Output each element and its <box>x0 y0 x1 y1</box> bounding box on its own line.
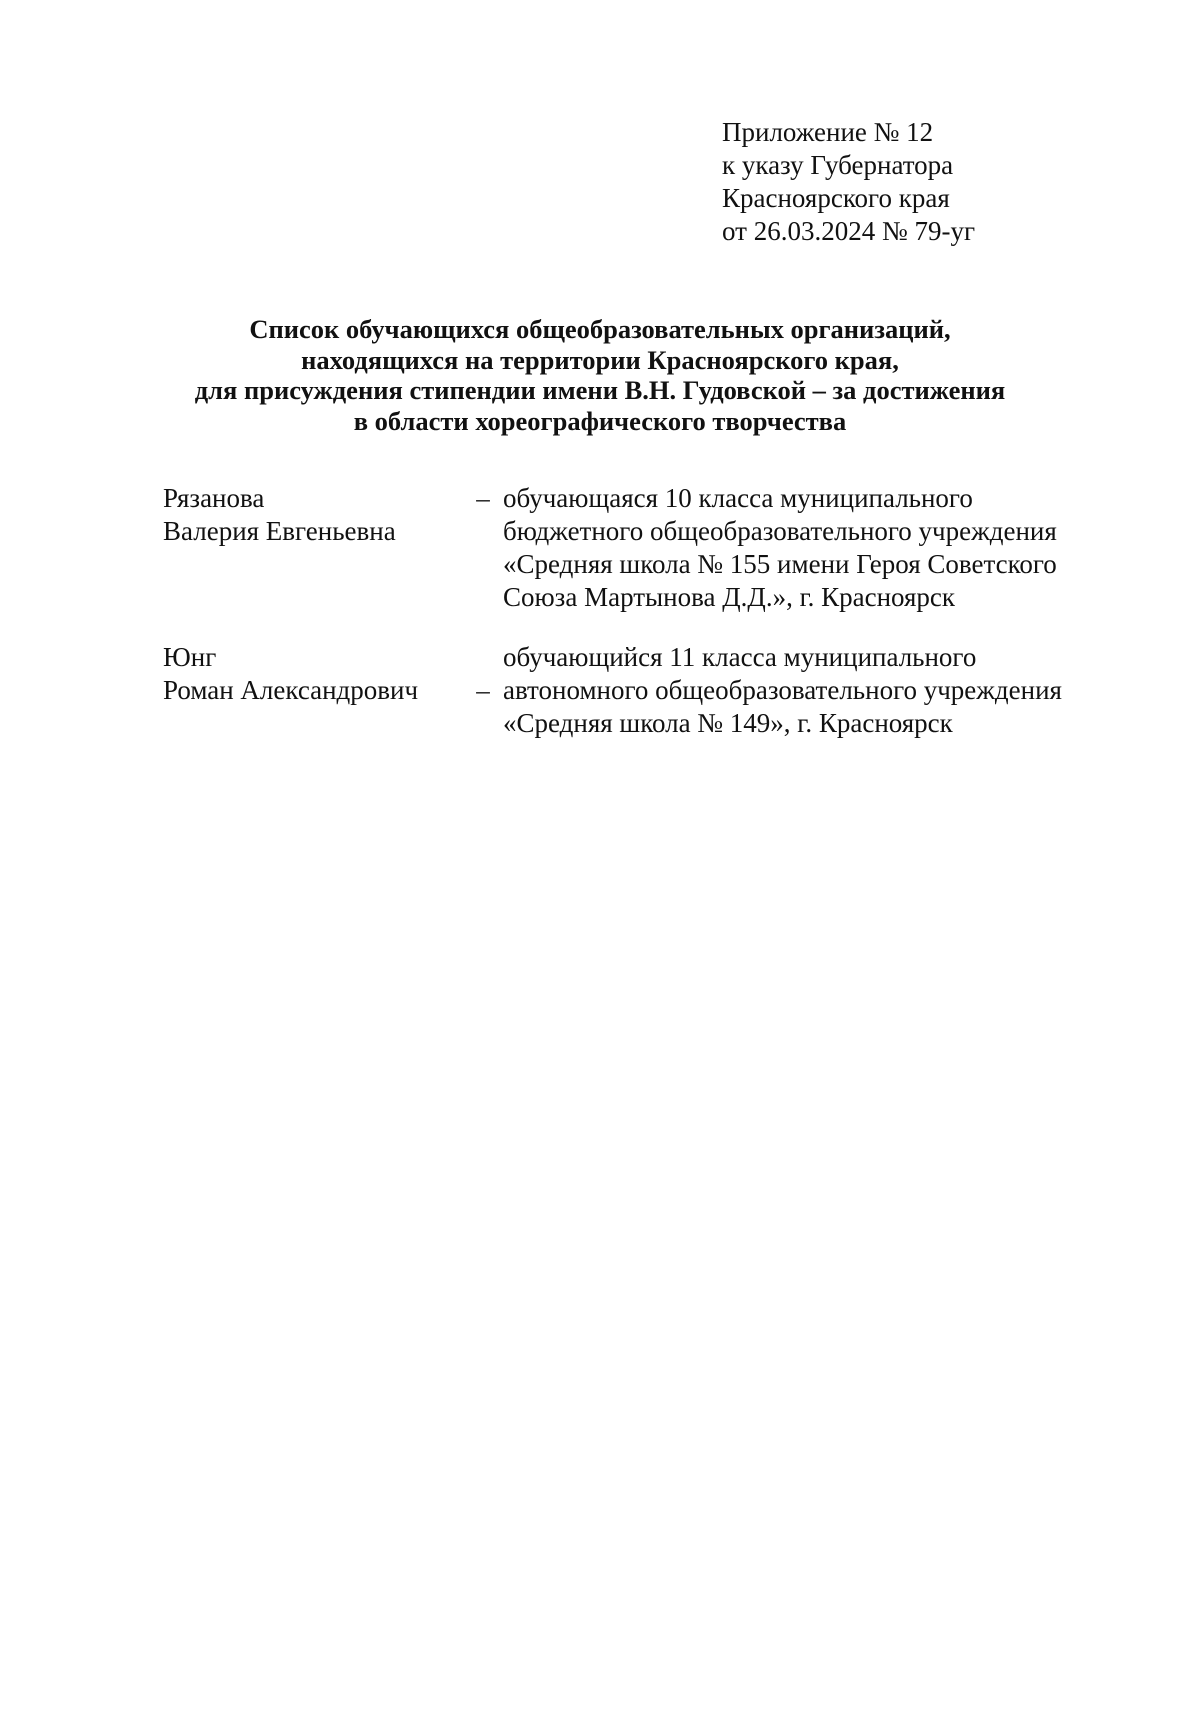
description-line: обучающийся 11 класса муниципального <box>503 642 977 672</box>
appendix-number: Приложение № 12 <box>722 117 934 147</box>
student-given-names: Роман Александрович <box>163 675 419 705</box>
description-line: «Средняя школа № 149», г. Красноярск <box>503 708 953 738</box>
title-line: Список обучающихся общеобразовательных организаций, <box>249 314 951 344</box>
description-line: бюджетного общеобразовательного учреждения <box>503 516 1057 546</box>
student-surname: Рязанова <box>163 483 265 513</box>
appendix-header <box>722 116 975 248</box>
document-title <box>150 314 1050 436</box>
description-line: «Средняя школа № 155 имени Героя Советского <box>503 549 1057 579</box>
appendix-region: Красноярского края <box>722 183 950 213</box>
student-surname: Юнг <box>163 642 217 672</box>
student-name <box>163 641 463 707</box>
title-line: находящихся на территории Красноярского края, <box>301 344 899 375</box>
appendix-decree-ref: к указу Губернатора <box>722 150 954 180</box>
student-given-names: Валерия Евгеньевна <box>163 516 396 546</box>
student-name <box>163 482 463 548</box>
title-line: для присуждения стипендии имени В.Н. Гудовской – за достижения <box>194 375 1006 405</box>
description-line: Союза Мартынова Д.Д.», г. Красноярск <box>503 582 956 612</box>
title-line: в области хореографического творчества <box>353 405 847 436</box>
student-description <box>503 482 1113 614</box>
appendix-date-number: от 26.03.2024 № 79-уг <box>722 216 976 246</box>
description-line: обучающаяся 10 класса муниципального <box>503 483 973 513</box>
description-line: автономного общеобразовательного учреждения <box>503 675 1062 705</box>
entry-dash: – <box>476 483 490 513</box>
student-description <box>503 641 1113 740</box>
entry-dash: – <box>476 675 490 705</box>
